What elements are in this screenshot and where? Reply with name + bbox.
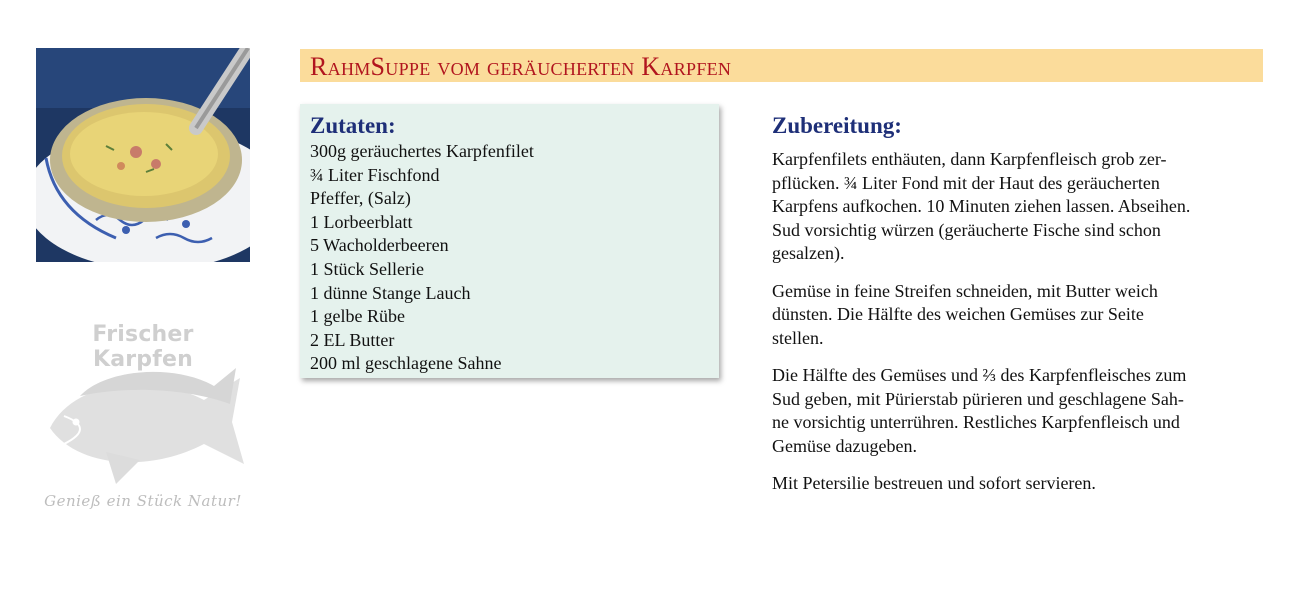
ingredients-list xyxy=(310,140,709,376)
list-item: 1 Lorbeerblatt xyxy=(310,211,413,232)
preparation-paragraph: Karpfenfilets enthäuten, dann Karpfenfleisch grob zer- pflücken. ¾ Liter Fond mit der Haut des geräucherten Karpfens aufkochen. 10 Minuten ziehen lassen. Abseihen. Sud vorsichtig würzen (geräucherte Fische sind schon gesalzen). xyxy=(772,149,1191,263)
brand-logo xyxy=(36,318,250,518)
list-item: 200 ml geschlagene Sahne xyxy=(310,353,502,374)
preparation-paragraph: Mit Petersilie bestreuen und sofort servieren. xyxy=(772,473,1096,493)
list-item: 5 Wacholderbeeren xyxy=(310,235,449,256)
preparation-heading: Zubereitung: xyxy=(772,113,902,138)
list-item: Pfeffer, (Salz) xyxy=(310,188,411,209)
ingredients-box xyxy=(300,104,719,378)
recipe-title: RahmSuppe vom geräucherten Karpfen xyxy=(310,52,732,81)
preparation-paragraph: Die Hälfte des Gemüses und ⅔ des Karpfenfleisches zum Sud geben, mit Pürierstab pürieren und geschlagene Sah- ne vorsichtig unterrühren. Restliches Karpfenfleisch und Gemüse dazugeben. xyxy=(772,365,1187,456)
ingredients-heading: Zutaten: xyxy=(310,113,396,138)
brand-name: Frischer Karpfen xyxy=(92,322,194,372)
preparation-paragraph: Gemüse in feine Streifen schneiden, mit Butter weich dünsten. Die Hälfte des weichen Gemüses zur Seite stellen. xyxy=(772,280,1158,348)
list-item: ¾ Liter Fischfond xyxy=(310,164,440,185)
soup-photo xyxy=(36,48,250,262)
title-bar xyxy=(300,49,1263,82)
brand-slogan: Genieß ein Stück Natur! xyxy=(44,492,242,510)
carp-icon xyxy=(36,356,250,486)
preparation-section xyxy=(772,112,1277,510)
list-item: 1 gelbe Rübe xyxy=(310,306,405,327)
list-item: 1 dünne Stange Lauch xyxy=(310,282,471,303)
list-item: 2 EL Butter xyxy=(310,329,395,350)
list-item: 300g geräuchertes Karpfenfilet xyxy=(310,141,534,161)
list-item: 1 Stück Sellerie xyxy=(310,258,424,279)
